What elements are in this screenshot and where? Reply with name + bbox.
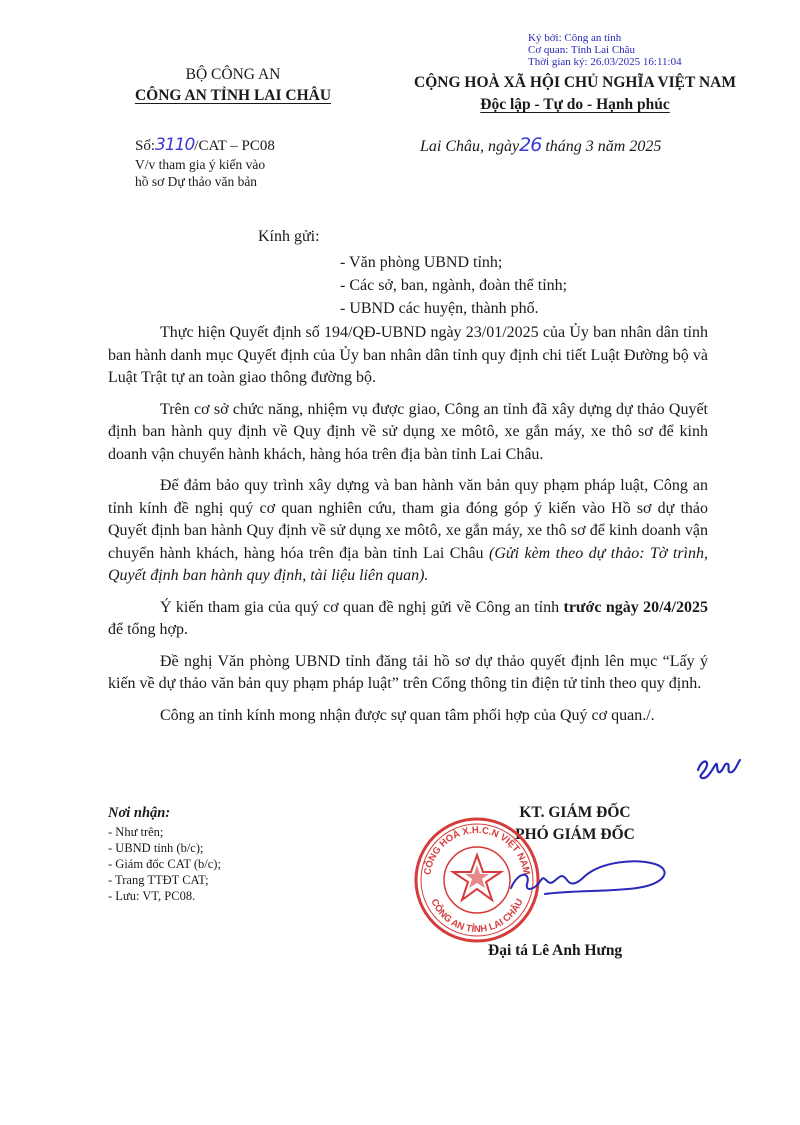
body-paragraph: Đề nghị Văn phòng UBND tỉnh đăng tải hồ sơ dự thảo quyết định lên mục “Lấy ý kiến về dự thảo văn bản quy phạm pháp luật” trên Cổng thông tin điện tử tỉnh theo quy định. — [108, 652, 708, 692]
national-motto: Độc lập - Tự do - Hạnh phúc — [480, 96, 670, 113]
addressee-item: - Các sở, ban, ngành, đoàn thể tỉnh; — [340, 277, 568, 294]
role-line: PHÓ GIÁM ĐỐC — [515, 826, 635, 843]
date-prefix: Lai Châu, ngày — [420, 138, 520, 155]
signed-by: Ký bởi: Công an tỉnh — [528, 32, 622, 44]
deadline-text: trước ngày 20/4/2025 — [563, 598, 709, 616]
document-number — [135, 136, 275, 156]
letter-body — [108, 322, 708, 731]
signer-name: Đại tá Lê Anh Hưng — [488, 942, 623, 959]
handwritten-day: 26 — [519, 134, 542, 156]
ministry-name: BỘ CÔNG AN — [185, 66, 281, 83]
subject-line: V/v tham gia ý kiến vào — [135, 157, 266, 172]
role-line: KT. GIÁM ĐỐC — [519, 804, 631, 821]
signing-agency: Cơ quan: Tỉnh Lai Châu — [528, 44, 636, 56]
subject-line: hồ sơ Dự thảo văn bản — [135, 174, 258, 189]
handwritten-signature-icon — [505, 850, 685, 910]
recipient-item: - Trang TTĐT CAT; — [108, 873, 209, 887]
paragraph-text: Ý kiến tham gia của quý cơ quan đề nghị gửi về Công an tỉnh — [160, 598, 564, 616]
recipients-list — [108, 824, 221, 904]
date-suffix: tháng 3 năm 2025 — [545, 138, 662, 155]
addressee-item: - UBND các huyện, thành phố. — [340, 300, 539, 317]
national-header — [375, 72, 775, 116]
body-paragraph: Công an tỉnh kính mong nhận được sự quan tâm phối hợp của Quý cơ quan./. — [160, 706, 655, 724]
addressee-item: - Văn phòng UBND tỉnh; — [340, 254, 503, 271]
paragraph-text: để tổng hợp. — [108, 621, 189, 638]
nation-name: CỘNG HOÀ XÃ HỘI CHỦ NGHĨA VIỆT NAM — [414, 74, 736, 91]
addressee-list — [340, 251, 567, 320]
recipient-item: - Như trên; — [108, 825, 164, 839]
attachment-note: (Gửi kèm theo dự thảo: Tờ trình, Quyết định ban hành quy định, tài liệu liên quan). — [108, 544, 708, 584]
issuing-organization — [118, 64, 348, 106]
body-paragraph: Thực hiện Quyết định số 194/QĐ-UBND ngày 23/01/2025 của Ủy ban nhân dân tỉnh ban hành danh mục Quyết định của Ủy ban nhân dân tỉnh quy định chi tiết Luật Đường bộ và Luật Trật tự an toàn giao thông đường bộ. — [108, 324, 708, 386]
addressee-label: Kính gửi: — [258, 228, 320, 245]
signing-time: Thời gian ký: 26.03/2025 16:11:04 — [528, 56, 682, 68]
date-line — [420, 134, 661, 156]
digital-signature-info — [528, 32, 682, 68]
recipient-item: - UBND tỉnh (b/c); — [108, 841, 204, 855]
department-name: CÔNG AN TỈNH LAI CHÂU — [134, 87, 332, 104]
recipient-item: - Giám đốc CAT (b/c); — [108, 857, 221, 871]
body-paragraph: Trên cơ sở chức năng, nhiệm vụ được giao, Công an tỉnh đã xây dựng dự thảo Quyết định ban hành quy định về Quy định về sử dụng xe môtô, xe gắn máy, xe thô sơ để kinh doanh vận chuyển hành khách, hàng hóa trên địa bàn tỉnh Lai Châu. — [108, 400, 708, 463]
paragraph-text: Để đảm bảo quy trình xây dựng và ban hành văn bản quy phạm pháp luật, Công an tỉnh kính đề nghị quý cơ quan nghiên cứu, tham gia đóng góp ý kiến vào Hồ sơ dự thảo Quyết định ban hành Quy định về sử dụng xe môtô, xe gắn máy, xe thô sơ để kinh doanh vận chuyển hành khách, hàng hóa trên địa bàn tỉnh Lai Châu — [108, 477, 708, 562]
number-prefix: Số: — [135, 138, 156, 154]
seal-bottom-text: CÔNG AN TỈNH LAI CHÂU — [428, 897, 526, 936]
body-paragraph — [108, 475, 708, 588]
document-subject — [135, 156, 335, 190]
handwritten-number: 3110 — [155, 135, 195, 155]
number-suffix: /CAT – PC08 — [194, 138, 275, 154]
body-paragraph — [108, 597, 708, 642]
recipients-title: Nơi nhận: — [108, 805, 171, 821]
recipient-item: - Lưu: VT, PC08. — [108, 889, 196, 903]
handwritten-initials-icon — [694, 752, 744, 782]
seal-top-text: CÔNG HOÀ X.H.C.N VIỆT NAM — [422, 824, 532, 876]
